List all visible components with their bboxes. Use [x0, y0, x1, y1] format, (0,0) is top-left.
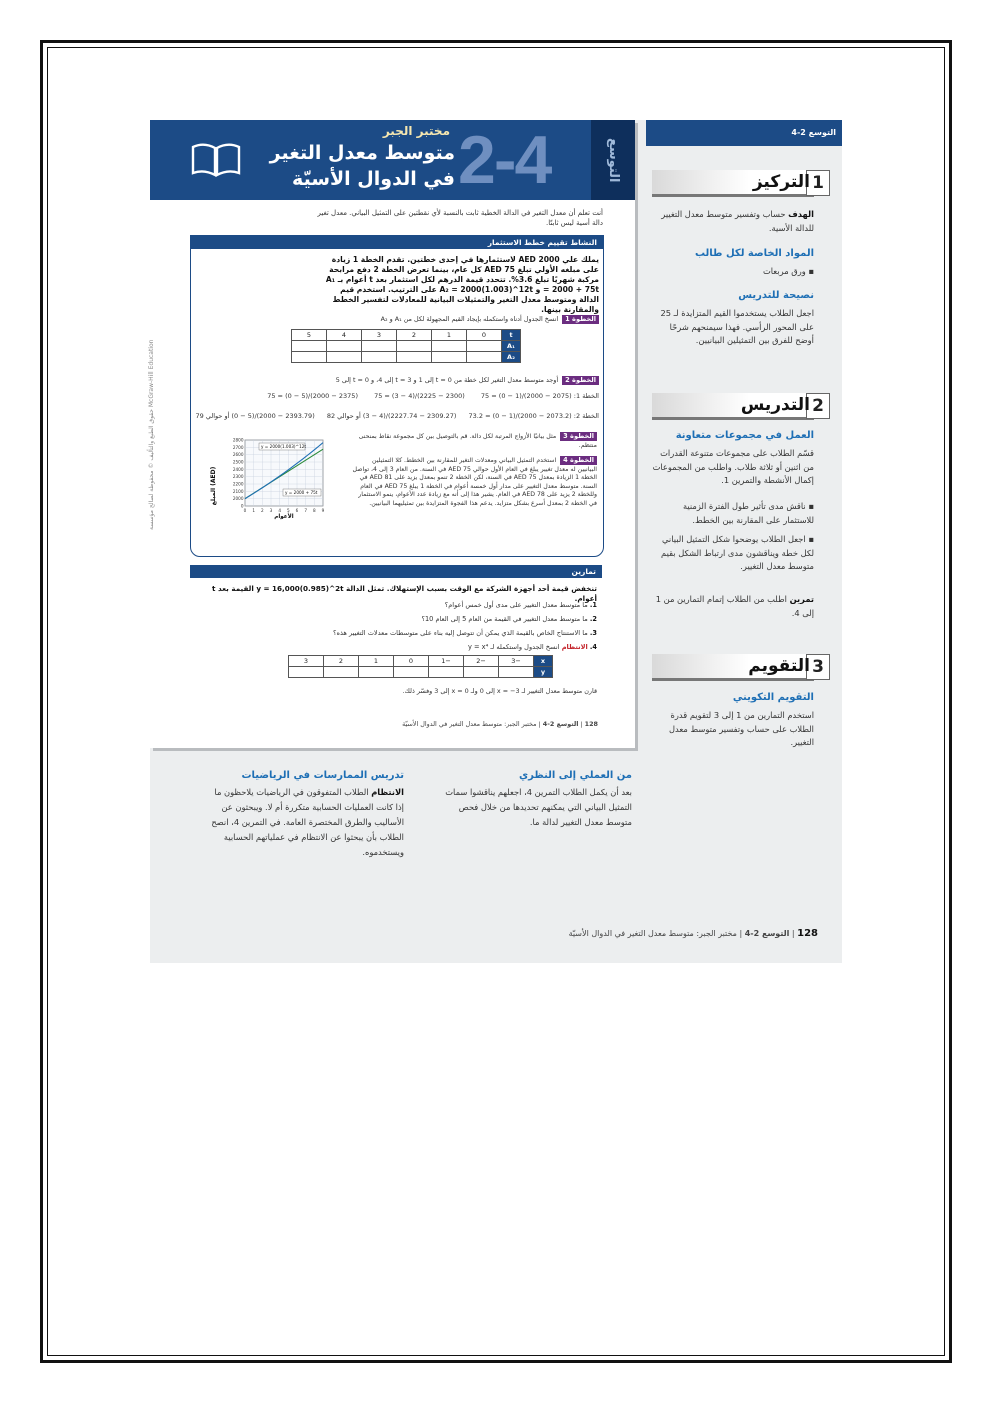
x-tick-label: 7: [304, 508, 308, 513]
step-4-tag: الخطوة 4: [560, 456, 597, 465]
table-cell: [362, 352, 397, 363]
exercise-1-num: 1.: [589, 601, 597, 609]
table-cell: −3: [499, 656, 534, 667]
x-tick-label: 0: [243, 508, 247, 513]
table-cell: [397, 352, 432, 363]
concrete-heading: من العملي إلى النظري: [518, 770, 632, 781]
activity-table: [291, 329, 521, 363]
y-tick-label: 2300: [232, 474, 244, 480]
concrete-abstract-column: [432, 770, 632, 830]
table-header-t: t: [502, 330, 521, 341]
materials-item-text: ورق مربعات: [762, 266, 806, 276]
section-assess: [652, 654, 824, 681]
plan-2-rates: [195, 412, 599, 420]
table-cell: [327, 352, 362, 363]
scan-footer-lesson: التوسع 2-4: [744, 929, 790, 938]
table-cell: −2: [464, 656, 499, 667]
exercise-3-num: 3.: [589, 629, 597, 637]
table-cell: 2: [324, 656, 359, 667]
y-tick-label: 0: [240, 503, 244, 509]
collab-heading: العمل في مجموعات متعاونة: [675, 430, 814, 441]
y-tick-label: 2400: [232, 466, 244, 472]
expansion-tab: التوسع: [591, 120, 635, 200]
table-cell: [292, 341, 327, 352]
table-cell: −1: [429, 656, 464, 667]
bullet-2: ▪ اجعل الطلاب يوضحوا شكل التمثيل البياني لكل خطة ويناقشون مدى ارتباط الشكل بقيم متوسط معدل التغيير.: [661, 534, 814, 571]
title-line-2: في الدوال الأسيّة: [292, 168, 455, 190]
footer-lesson: التوسع 2-4: [542, 720, 579, 728]
exercise-4-text: انسخ الجدول واستكمله لـ y = x⁴: [468, 643, 560, 651]
goal-paragraph: [652, 208, 814, 235]
table-cell: 0: [394, 656, 429, 667]
step-2: [199, 376, 599, 385]
table-row: [292, 330, 521, 341]
lesson-header: [150, 120, 635, 200]
step-2-tag: الخطوة 2: [562, 376, 599, 385]
page-footer: 128 | التوسع 2-4 | مختبر الجبر: متوسط معدل التغير في الدوال الأسيّة: [402, 720, 598, 728]
plan-1-label: الخطة 1:: [573, 392, 599, 400]
y-tick-label: 2200: [232, 481, 244, 487]
table-header-a2: A₂: [502, 352, 521, 363]
exercises-bar: تمارين: [190, 565, 602, 578]
table-cell: [324, 667, 359, 678]
lin-curve-label: y = 2000 + 75t: [285, 490, 318, 496]
table-cell: [359, 667, 394, 678]
exercise-1: [220, 601, 597, 610]
plan-2-label: الخطة 2:: [573, 412, 599, 420]
table-cell: 5: [292, 330, 327, 341]
graph-ylabel: المبلغ (AED): [210, 466, 217, 506]
goal-tag: الهدف: [788, 209, 814, 219]
investment-graph: [209, 438, 329, 520]
exercise-table: [288, 655, 553, 678]
y-tick-label: 2500: [232, 459, 244, 465]
exercise-2-num: 2.: [589, 615, 597, 623]
table-cell: 1: [359, 656, 394, 667]
practices-paragraph: [204, 785, 404, 860]
y-tick-label: 2800: [232, 438, 244, 443]
table-cell: 3: [289, 656, 324, 667]
sidebar-header: التوسع 2-4: [646, 120, 842, 146]
table-row: [289, 656, 553, 667]
table-cell: 0: [467, 330, 502, 341]
goal-text: حساب وتفسير متوسط معدل التغيير للدالة الأسية.: [661, 209, 814, 233]
table-cell: [499, 667, 534, 678]
plan-1-rate-c: (2375 − 2000)/(5 − 0) = 75: [267, 392, 358, 400]
section-focus: [652, 170, 824, 197]
step-3: [351, 432, 597, 450]
row-header-y: y: [534, 667, 553, 678]
table-cell: [432, 341, 467, 352]
table-cell: [327, 341, 362, 352]
bullet-1: ▪ ناقش مدى تأثير طول الفترة الزمنية للاستثمار على المقارنة بين الخطط.: [682, 501, 814, 525]
x-tick-label: 2: [260, 508, 264, 513]
table-cell: [464, 667, 499, 678]
exercise-2: [220, 615, 597, 624]
scan-footer-title: مختبر الجبر: متوسط معدل التغير في الدوال الأسيّة: [568, 929, 737, 938]
page-number: 128: [584, 720, 598, 728]
math-practices-column: [204, 770, 404, 860]
formative-heading: التقويم التكويني: [732, 692, 814, 703]
exercise-4-num: 4.: [589, 643, 597, 651]
x-tick-label: 4: [278, 508, 282, 513]
materials-heading: المواد الخاصة لكل طالب: [694, 248, 814, 259]
table-row: [292, 352, 521, 363]
table-cell: [467, 341, 502, 352]
exercise-3-text: ما الاستنتاج الخاص بالقيمة الذي يمكن أن تتوصل إليه بناء على متوسطات معدلات التغيير هذه؟: [333, 629, 588, 637]
x-tick-label: 9: [321, 508, 325, 513]
intro-text: أنت تعلم أن معدل التغير في الدالة الخطية ثابت بالنسبة لأي نقطتين على التمثيل البياني. معدل تغير دالة أسية ليس ثابتًا.: [317, 209, 603, 227]
formative-text: استخدم التمارين من 1 إلى 3 لتقويم قدرة الطلاب على حساب وتفسير متوسط معدل التغيير.: [669, 710, 814, 747]
section-1-label: التركيز: [752, 172, 810, 192]
table-cell: 4: [327, 330, 362, 341]
plan-1-rate-a: (2075 − 2000)/(1 − 0) = 75: [480, 392, 572, 400]
table-cell: [362, 341, 397, 352]
collab-text: قسّم الطلاب على مجموعات متنوعة القدرات من اثنين أو ثلاثة طلاب. واطلب من المجموعات إكمال الأنشطة والتمرين 1.: [652, 448, 814, 485]
y-tick-label: 2600: [232, 452, 244, 458]
table-cell: 3: [362, 330, 397, 341]
table-cell: 2: [397, 330, 432, 341]
exercises-prompt: تنخفض قيمة أحد أجهزة الشركة مع الوقت بسبب الإستهلاك. تمثل الدالة y = 16,000(0.985)^2t القيمة بعد t أعوام.: [212, 584, 597, 603]
table-row: [292, 341, 521, 352]
activity-box: [190, 235, 604, 557]
lab-label: مختبر الجبر: [382, 124, 450, 138]
practice-paragraph: [652, 593, 814, 620]
activity-prompt: يملك علي AED 2000 لاستثمارها في إحدى خطتين. تقدم الخطة 1 زيادة على مبلغه الأولي تبلغ AED 75 كل عام، بينما تعرض الخطة 2 دفع مرابحة مركبة شهريًا تبلغ 3.6%. تتحدد قيمة الدرهم لكل استثمار بعد t أعوام بـ A₁ = 2000 + 75t و A₂ = 2000(1.003)^12t على الترتيب. استخدم قيم الدالة ومتوسط معدل التغير والتمثيلات البيانية للمعادلات لتفسير الخطط والمقارنة بينها.: [325, 255, 599, 314]
section-teach: [652, 393, 824, 420]
plan-1-rates: [199, 392, 599, 400]
x-tick-label: 6: [295, 508, 299, 513]
x-tick-label: 1: [252, 508, 256, 513]
bullet-2-text: اجعل الطلاب يوضحوا شكل التمثيل البياني لكل خطة ويناقشون مدى ارتباط الشكل بقيم متوسط معدل التغيير.: [661, 534, 814, 571]
practices-heading: تدريس الممارسات في الرياضيات: [241, 770, 404, 781]
exercise-2-text: ما متوسط معدل التغيير في القيمة من العام 5 إلى العام 10؟: [421, 615, 588, 623]
table-cell: [429, 667, 464, 678]
exercise-3: [220, 629, 597, 638]
step-1-text: انسخ الجدول أدناه واستكمله بإيجاد القيم المجهولة لكل من A₁ و A₂: [380, 315, 559, 323]
graph-x-ticks: [244, 508, 325, 513]
table-cell: [394, 667, 429, 678]
practice-tag: تمرين: [789, 594, 814, 604]
activity-bar: النشاط تقييم خطط الاستثمار: [191, 236, 603, 249]
section-3-label: التقويم: [748, 656, 810, 676]
section-3-number: 3: [806, 654, 830, 680]
table-cell: 1: [432, 330, 467, 341]
materials-item: ▪ ورق مربعات: [762, 266, 814, 276]
scan-footer: 128 | التوسع 2-4 | مختبر الجبر: متوسط معدل التغير في الدوال الأسيّة: [568, 928, 818, 939]
x-tick-label: 8: [312, 508, 316, 513]
footer-title: مختبر الجبر: متوسط معدل التغير في الدوال الأسيّة: [402, 720, 537, 728]
exercise-4-tag: الانتظام: [561, 643, 588, 651]
step-1: [199, 315, 599, 324]
book-icon: [190, 142, 242, 178]
y-tick-label: 2000: [232, 496, 244, 502]
lesson-number: 2-4: [458, 122, 551, 198]
practices-tag: الانتظام: [371, 787, 404, 797]
y-tick-label: 2700: [232, 444, 244, 450]
exercise-compare: قارن متوسط معدل التغيير لـ x = −3 إلى 0 ولـ x = 0 إلى 3 وفسّر ذلك.: [402, 687, 597, 695]
plan-1-rate-b: (2300 − 2225)/(4 − 3) = 75: [374, 392, 465, 400]
practice-text: اطلب من الطلاب إتمام التمارين من 1 إلى 4.: [655, 594, 814, 618]
step-4-text: استخدم التمثيل البياني ومعدلات التغير للمقارنة بين الخطط. كلا التمثيلين البيانيين له معدل تغيير يبلغ في العام الأول حوالي AED 75 في السنة. من العام 3 إلى 4، تواصل الخطة 1 الزيادة بمعدل AED 75 في السنة، لكن الخطة 2 تنمو بمعدل يزيد على AED 81 في السنة. متوسط معدل التغيير على مدار أول خمسة أعوام في الخطة 1 يبلغ AED 75 في العام وللخطة 2 يزيد على AED 78 في العام. يشير هذا إلى أنه مع زيادة عدد الأعوام، ينمو الاستثمار في الخطة 2 بمعدل أسرع بشكل متزايد. يدعم هذا الفجوة المتزايدة بين تمثيليهما البيانيين.: [352, 457, 597, 507]
graph-y-ticks: [233, 438, 244, 509]
step-2-text: أوجد متوسط معدل التغير لكل خطة من t = 0 إلى 1 و t = 3 إلى 4، و t = 0 إلى 5: [335, 376, 559, 384]
scan-page-number: 128: [797, 928, 818, 939]
step-3-tag: الخطوة 3: [560, 432, 597, 441]
teacher-sidebar: [646, 120, 842, 747]
row-header-x: x: [534, 656, 553, 667]
practices-text: الطلاب المتفوقون في الرياضيات يلاحظون ما إذا كانت العمليات الحسابية متكررة أم لا. ويبحثون عن الأساليب والطرق المختصرة العامة. في التمرين 4، انصح الطلاب بأن يبحثوا عن الانتظام في عملياتهم الحسابية ويستخدموه.: [211, 787, 404, 857]
section-2-label: التدريس: [740, 395, 810, 415]
plan-2-rate-b: (2309.27 − 2227.74)/(4 − 3) أو حوالي 82: [326, 412, 457, 420]
y-tick-label: 2100: [232, 488, 244, 494]
concrete-text: بعد أن يكمل الطلاب التمرين 4، اجعلهم يناقشوا سمات التمثيل البياني التي يمكنهم تحديدها من خلال فحص متوسط معدل التغيير لدالة ما.: [445, 787, 632, 827]
table-cell: [432, 352, 467, 363]
step-1-tag: الخطوة 1: [562, 315, 599, 324]
title-line-1: متوسط معدل التغير: [269, 142, 455, 164]
section-1-number: 1: [806, 170, 830, 196]
bullet-1-text: ناقش مدى تأثير طول الفترة الزمنية للاستثمار على المقارنة بين الخطط.: [682, 501, 814, 525]
student-page: [150, 120, 635, 748]
exp-curve-label: y = 2000(1.003)^12t: [261, 444, 307, 450]
x-tick-label: 5: [286, 508, 290, 513]
x-tick-label: 3: [269, 508, 273, 513]
exercise-1-text: ما متوسط معدل التغيير على مدى أول خمس أعوام؟: [444, 601, 588, 609]
section-2-number: 2: [806, 393, 830, 419]
exercises-box: [190, 565, 602, 578]
tip-heading: نصيحة للتدريس: [738, 290, 814, 301]
graph-xlabel: الأعوام: [274, 514, 294, 520]
copyright-credit: حقوق الطبع والتأليف © محفوظة لصالح مؤسسة McGraw-Hill Education: [148, 339, 155, 530]
table-row: [289, 667, 553, 678]
table-cell: [289, 667, 324, 678]
exercise-4: [220, 643, 597, 652]
plan-2-rate-c: (2393.79 − 2000)/(5 − 0) أو حوالي 79: [195, 412, 315, 420]
table-cell: [397, 341, 432, 352]
step-3-text: مثل بيانيًا الأزواج المرتبة لكل دالة. قم بالتوصيل بين كل مجموعة نقاط بمنحنى منتظم.: [358, 433, 597, 449]
step-4: [351, 456, 597, 509]
table-header-a1: A₁: [502, 341, 521, 352]
table-cell: [292, 352, 327, 363]
plan-2-rate-a: (2073.2 − 2000)/(1 − 0) = 73.2: [468, 412, 572, 420]
tip-text: اجعل الطلاب يستخدموا القيم المتزايدة لـ 25 على المحور الرأسي. فهذا سيمنحهم شرحًا أوضح للفرق بين التمثيلين البيانيين.: [660, 308, 814, 345]
table-cell: [467, 352, 502, 363]
